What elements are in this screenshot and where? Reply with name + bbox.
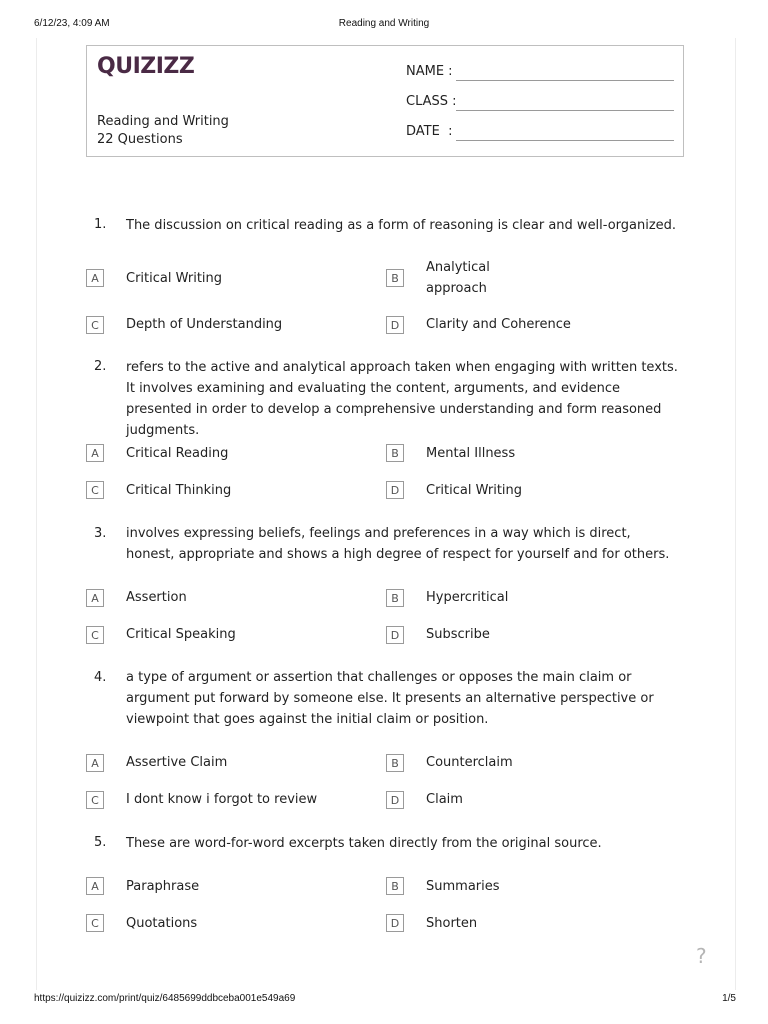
option-text: Critical Writing — [126, 271, 223, 286]
question-number: 5. — [94, 835, 107, 850]
option-box-d[interactable]: D — [386, 481, 404, 499]
print-page-number: 1/5 — [722, 993, 736, 1004]
option-text: Paraphrase — [126, 879, 200, 894]
question-text: a type of argument or assertion that challenges or opposes the main claim or argument put forward by someone else. It presents an alternative perspective or viewpoint that goes against the initial claim or position. — [126, 670, 654, 727]
question-number: 4. — [94, 670, 107, 685]
option-box-b[interactable]: B — [386, 877, 404, 895]
class-label: CLASS : — [406, 94, 457, 109]
option-text: Analytical approach — [426, 260, 490, 296]
date-label: DATE : — [406, 124, 453, 139]
option-text: Subscribe — [426, 627, 490, 642]
name-label: NAME : — [406, 64, 453, 79]
option-box-a[interactable]: A — [86, 269, 104, 287]
date-line[interactable] — [456, 140, 674, 141]
name-line[interactable] — [456, 80, 674, 81]
option-text: Hypercritical — [426, 590, 509, 605]
option-box-a[interactable]: A — [86, 444, 104, 462]
option-text: Claim — [426, 792, 463, 807]
print-header — [0, 18, 768, 32]
option-box-d[interactable]: D — [386, 626, 404, 644]
question-count: 22 Questions — [97, 132, 183, 147]
quiz-title: Reading and Writing — [97, 114, 229, 129]
option-text: Mental Illness — [426, 446, 516, 461]
option-box-d[interactable]: D — [386, 316, 404, 334]
option-box-c[interactable]: C — [86, 316, 104, 334]
option-box-b[interactable]: B — [386, 589, 404, 607]
question-number: 3. — [94, 526, 107, 541]
print-footer — [0, 993, 768, 1007]
question-text: These are word-for-word excerpts taken directly from the original source. — [126, 836, 602, 851]
option-box-a[interactable]: A — [86, 877, 104, 895]
quizizz-logo: QUIZIZZ — [97, 54, 195, 79]
option-text: Shorten — [426, 916, 478, 931]
help-icon[interactable]: ? — [696, 944, 707, 968]
option-box-b[interactable]: B — [386, 444, 404, 462]
print-datetime: 6/12/23, 4:09 AM — [34, 18, 110, 29]
option-box-c[interactable]: C — [86, 626, 104, 644]
option-text: Critical Reading — [126, 446, 229, 461]
print-url: https://quizizz.com/print/quiz/6485699ddbceba001e549a69 — [34, 993, 296, 1004]
option-box-c[interactable]: C — [86, 914, 104, 932]
option-text: Assertion — [126, 590, 187, 605]
question-text: refers to the active and analytical approach taken when engaging with written texts. It involves examining and evaluating the content, arguments, and evidence presented in order to develop a comprehensive understanding and form reasoned judgments. — [126, 360, 678, 438]
print-title: Reading and Writing — [338, 18, 430, 29]
option-box-b[interactable]: B — [386, 269, 404, 287]
option-box-b[interactable]: B — [386, 754, 404, 772]
option-box-d[interactable]: D — [386, 914, 404, 932]
option-text: I dont know i forgot to review — [126, 792, 318, 807]
class-line[interactable] — [456, 110, 674, 111]
option-box-d[interactable]: D — [386, 791, 404, 809]
option-text: Critical Thinking — [126, 483, 232, 498]
option-text: Depth of Understanding — [126, 317, 283, 332]
option-text: Clarity and Coherence — [426, 317, 571, 332]
question-number: 1. — [94, 217, 107, 232]
question-text: The discussion on critical reading as a form of reasoning is clear and well-organized. — [126, 218, 677, 233]
option-text: Summaries — [426, 879, 500, 894]
option-box-c[interactable]: C — [86, 791, 104, 809]
option-box-a[interactable]: A — [86, 589, 104, 607]
option-box-c[interactable]: C — [86, 481, 104, 499]
option-box-a[interactable]: A — [86, 754, 104, 772]
option-text: Critical Speaking — [126, 627, 236, 642]
option-text: Counterclaim — [426, 755, 513, 770]
question-number: 2. — [94, 359, 107, 374]
quiz-header-box — [86, 45, 684, 157]
option-text: Quotations — [126, 916, 198, 931]
question-text: involves expressing beliefs, feelings and preferences in a way which is direct, honest, appropriate and shows a high degree of respect for yourself and for others. — [126, 526, 670, 562]
option-text: Critical Writing — [426, 483, 523, 498]
option-text: Assertive Claim — [126, 755, 228, 770]
